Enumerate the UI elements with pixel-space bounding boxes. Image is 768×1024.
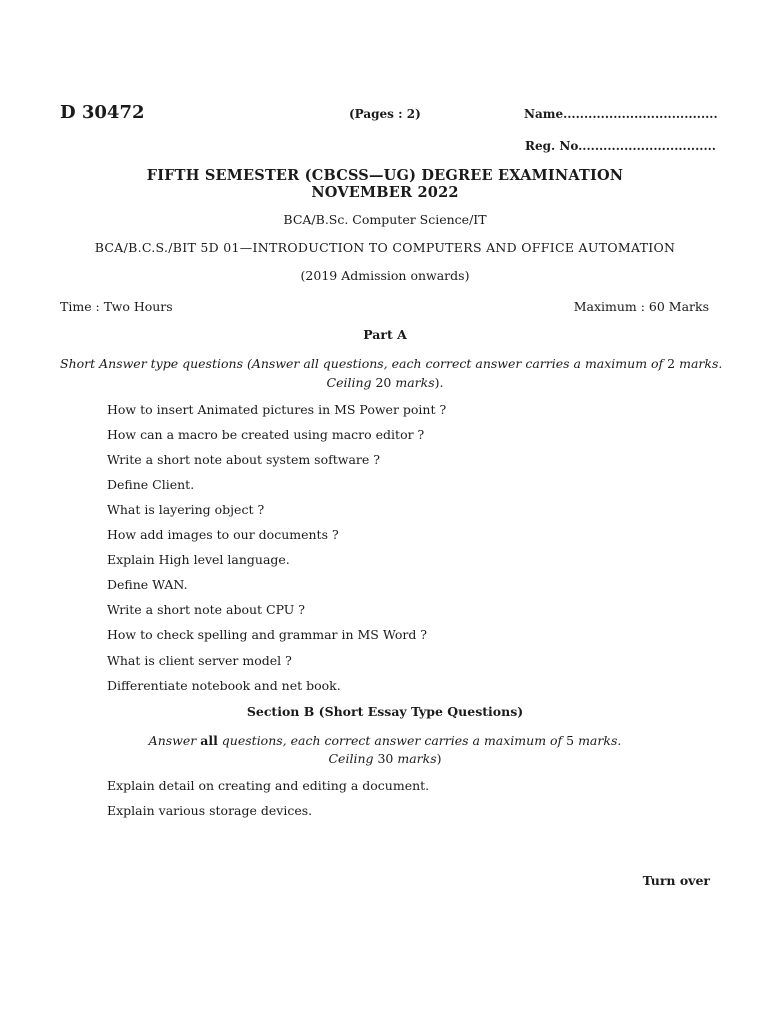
question-text: How to insert Animated pictures in MS Power point ? <box>107 402 447 417</box>
reg-no-field: Reg. No................................. <box>525 139 716 153</box>
question-text: What is client server model ? <box>107 653 292 668</box>
part-a-heading: Part A <box>363 327 407 342</box>
maximum-marks: Maximum : 60 Marks <box>573 299 709 314</box>
instr-all: all <box>200 733 218 748</box>
question-text: How to check spelling and grammar in MS Word ? <box>107 627 428 642</box>
ceiling-end: ) <box>436 751 442 766</box>
section-b-heading: Section B (Short Essay Type Questions) <box>246 704 524 719</box>
instr-body: Answer all questions, each correct answer carries a maximum of <box>251 356 668 371</box>
ceiling-num: 30 <box>377 751 394 766</box>
ceiling-num: 20 <box>375 375 392 390</box>
question-text: Explain High level language. <box>107 552 290 567</box>
instr-tail: marks. <box>675 356 723 371</box>
ceiling-end: ). <box>434 375 444 390</box>
question-text: Define WAN. <box>107 577 188 592</box>
name-field: Name..................................... <box>524 107 718 121</box>
instr-marks: 2 <box>667 356 676 371</box>
instr-lead: Answer <box>148 733 201 748</box>
time-allowed: Time : Two Hours <box>60 299 173 314</box>
part-a-instructions <box>60 356 723 371</box>
exam-title: FIFTH SEMESTER (CBCSS—UG) DEGREE EXAMINATION <box>146 167 624 184</box>
course-name: BCA/B.Sc. Computer Science/IT <box>283 212 487 227</box>
question-text: How add images to our documents ? <box>107 527 339 542</box>
question-text: Write a short note about CPU ? <box>107 602 306 617</box>
paper-code: D 30472 <box>60 102 145 123</box>
part-a-ceiling <box>60 375 710 390</box>
section-b-instructions <box>60 733 710 748</box>
ceiling-lead: Ceiling <box>326 375 376 390</box>
question-text: Differentiate notebook and net book. <box>107 678 341 693</box>
instr-lead: Short Answer type questions ( <box>60 356 252 371</box>
ceiling-tail: marks <box>391 375 435 390</box>
question-text: Explain various storage devices. <box>107 803 313 818</box>
ceiling-tail: marks <box>393 751 437 766</box>
question-text: Define Client. <box>107 477 195 492</box>
page-count: (Pages : 2) <box>349 107 421 121</box>
question-text: What is layering object ? <box>107 502 265 517</box>
question-text: How can a macro be created using macro editor ? <box>107 427 425 442</box>
section-b-ceiling <box>60 751 710 766</box>
admission-note: (2019 Admission onwards) <box>300 268 470 283</box>
question-text: Write a short note about system software ? <box>107 452 380 467</box>
ceiling-lead: Ceiling <box>328 751 378 766</box>
turn-over-note: Turn over <box>642 873 710 888</box>
instr-body: questions, each correct answer carries a maximum of <box>217 733 567 748</box>
instr-tail: marks. <box>574 733 622 748</box>
question-text: Explain detail on creating and editing a document. <box>107 778 430 793</box>
exam-session: NOVEMBER 2022 <box>311 184 459 201</box>
instr-marks: 5 <box>566 733 575 748</box>
paper-title: BCA/B.C.S./BIT 5D 01—INTRODUCTION TO COMPUTERS AND OFFICE AUTOMATION <box>94 240 676 255</box>
